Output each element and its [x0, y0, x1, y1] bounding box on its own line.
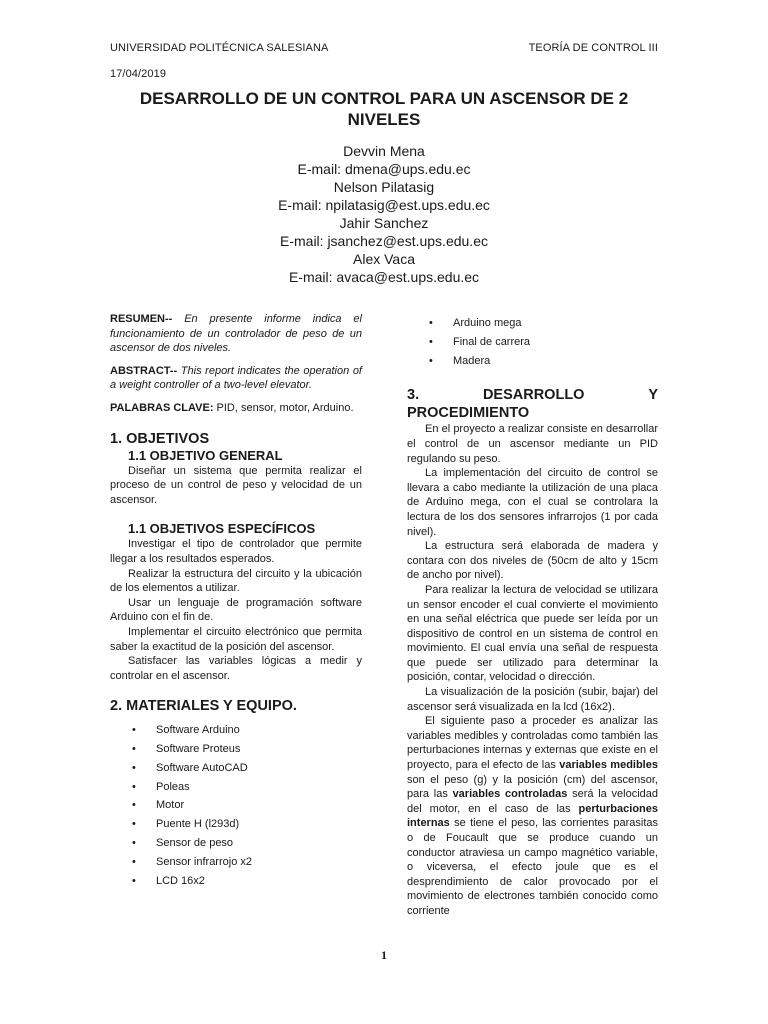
section-3-word-3: PROCEDIMIENTO: [407, 405, 530, 422]
bullet-icon: •: [429, 354, 433, 367]
bullet-icon: •: [132, 855, 136, 868]
author-email: E-mail: dmena@ups.edu.ec: [297, 161, 471, 177]
objetivo-especifico: Realizar la estructura del circuito y la ubicación de los elementos a utilizar.: [110, 567, 362, 595]
author-email: E-mail: jsanchez@est.ups.edu.ec: [280, 233, 488, 249]
section-1-1-heading: 1.1 OBJETIVO GENERAL: [128, 447, 283, 463]
section-3-paragraph: La implementación del circuito de control se llevara a cabo mediante la utilización de una placa de Arduino mega, con el cual se controlara la lectura de los dos sensores infrarrojos (1 por cada nivel).: [407, 467, 658, 538]
list-item: • Arduino mega: [429, 317, 522, 329]
section-3-word-2: Y: [648, 387, 658, 404]
section-3-paragraph: La visualización de la posición (subir, bajar) del ascensor será visualizada en la lcd (16x2).: [407, 686, 658, 713]
author-name: Devvin Mena: [343, 143, 425, 159]
right-column: [407, 316, 658, 919]
list-item: • Sensor de peso: [132, 837, 234, 850]
objetivo-especifico: Investigar el tipo de controlador que permite llegar a los resultados esperados.: [110, 538, 362, 565]
title-line-2: NIVELES: [347, 110, 421, 129]
bullet-icon: •: [132, 818, 136, 831]
section-3-paragraph: La estructura será elaborada de madera y contara con dos niveles de (50cm de alto y 15cm de ancho por nivel).: [407, 540, 658, 582]
section-3-paragraph: Para realizar la lectura de velocidad se utilizara un sensor encoder el cual convierte el movimiento en una señal eléctrica que puede ser leída por un dispositivo de control en un sistema de control en movimiento. El cual envía una señal de respuesta que puede ser utilizado para determinar la posición, contar, velocidad o dirección.: [407, 583, 658, 684]
header-course: TEORÍA DE CONTROL III: [528, 42, 658, 54]
section-2-heading: 2. MATERIALES Y EQUIPO.: [110, 698, 297, 715]
left-column: [110, 312, 362, 892]
page-number: 1: [381, 948, 387, 962]
list-item: • Puente H (l293d): [132, 818, 240, 831]
header-date: 17/04/2019: [110, 68, 167, 80]
abstract-text: This report indicates the operation of a weight controller of a two-level elevator.: [110, 364, 362, 392]
bullet-icon: •: [132, 799, 136, 812]
resumen-label: RESUMEN--: [110, 313, 173, 325]
list-item: • Software Proteus: [132, 743, 241, 756]
materiales-list: [110, 723, 362, 887]
bullet-icon: •: [429, 335, 433, 348]
materiales-list-continued: [407, 316, 658, 368]
keywords-text: PID, sensor, motor, Arduino.: [213, 401, 354, 414]
list-item: • Software AutoCAD: [132, 761, 248, 774]
bullet-icon: •: [132, 761, 136, 774]
bullet-icon: •: [132, 874, 136, 887]
title-line-1: DESARROLLO DE UN CONTROL PARA UN ASCENSOR DE 2: [139, 89, 629, 108]
author-name: Alex Vaca: [353, 251, 415, 267]
bullet-icon: •: [132, 724, 136, 737]
author-email: E-mail: npilatasig@est.ups.edu.ec: [278, 197, 490, 213]
keywords-paragraph: [110, 401, 362, 416]
list-item: • Sensor infrarrojo x2: [132, 855, 252, 868]
section-3-heading: [407, 386, 658, 422]
section-1-2-heading: 1.1 OBJETIVOS ESPECÍFICOS: [128, 521, 316, 537]
bold-term: variables controladas: [452, 788, 568, 801]
objetivo-general-text: Diseñar un sistema que permita realizar el proceso de un control de peso y velocidad de un ascensor.: [110, 464, 362, 506]
header-university: UNIVERSIDAD POLITÉCNICA SALESIANA: [110, 42, 329, 54]
list-item: • Motor: [132, 799, 185, 812]
bullet-icon: •: [429, 317, 433, 329]
list-item: • Software Arduino: [132, 724, 240, 737]
author-block: [150, 142, 618, 286]
author-name: Nelson Pilatasig: [333, 179, 435, 195]
bullet-icon: •: [132, 743, 136, 756]
bullet-icon: •: [132, 780, 136, 793]
objetivo-especifico: Satisfacer las variables lógicas a medir y controlar en el ascensor.: [110, 655, 362, 682]
section-3-word-1: DESARROLLO: [482, 387, 585, 404]
author-email: E-mail: avaca@est.ups.edu.ec: [288, 269, 480, 285]
abstract-paragraph: [110, 364, 362, 393]
abstract-label: ABSTRACT--: [110, 364, 178, 377]
resumen-paragraph: [110, 312, 362, 356]
section-1-heading: 1. OBJETIVOS: [110, 430, 210, 447]
section-3-paragraph: En el proyecto a realizar consiste en desarrollar el control de un ascensor mediante un PID regulando su peso.: [407, 423, 658, 465]
section-3-paragraph-variables: El siguiente paso a proceder es analizar las variables medibles y controladas como también las perturbaciones internas y externas que existe en el proyecto, para el efecto de las variables medibles son el peso (g) y la posición (cm) del ascensor, para las variables controladas será la velocidad del motor, en el caso de las perturbaciones internas se tiene el peso, las corrientes parasitas o de Foucault que se produce cuando un conductor atraviesa un campo magnético variable, o viceversa, el efecto joule que es el desprendimiento de calor provocado por el movimiento de electrones también conocido como corriente: [407, 715, 659, 917]
list-item: • Poleas: [132, 780, 190, 793]
list-item: • LCD 16x2: [132, 874, 205, 887]
bullet-icon: •: [132, 837, 136, 850]
list-item: • Madera: [429, 354, 491, 367]
list-item: • Final de carrera: [429, 335, 531, 348]
resumen-text: En presente informe indica el funcionamiento de un controlador de peso de un ascensor de dos niveles.: [110, 313, 362, 355]
bold-term: variables medibles: [559, 759, 658, 772]
section-3-number: 3.: [407, 387, 420, 404]
objetivo-especifico: Usar un lenguaje de programación software Arduino con el fin de.: [110, 596, 362, 624]
keywords-label: PALABRAS CLAVE:: [110, 401, 214, 414]
paper-title: [100, 88, 668, 130]
bold-term: perturbaciones internas: [407, 802, 658, 830]
objetivo-especifico: Implementar el circuito electrónico que permita saber la exactitud de la posición del ascensor.: [110, 625, 362, 653]
author-name: Jahir Sanchez: [339, 215, 429, 231]
